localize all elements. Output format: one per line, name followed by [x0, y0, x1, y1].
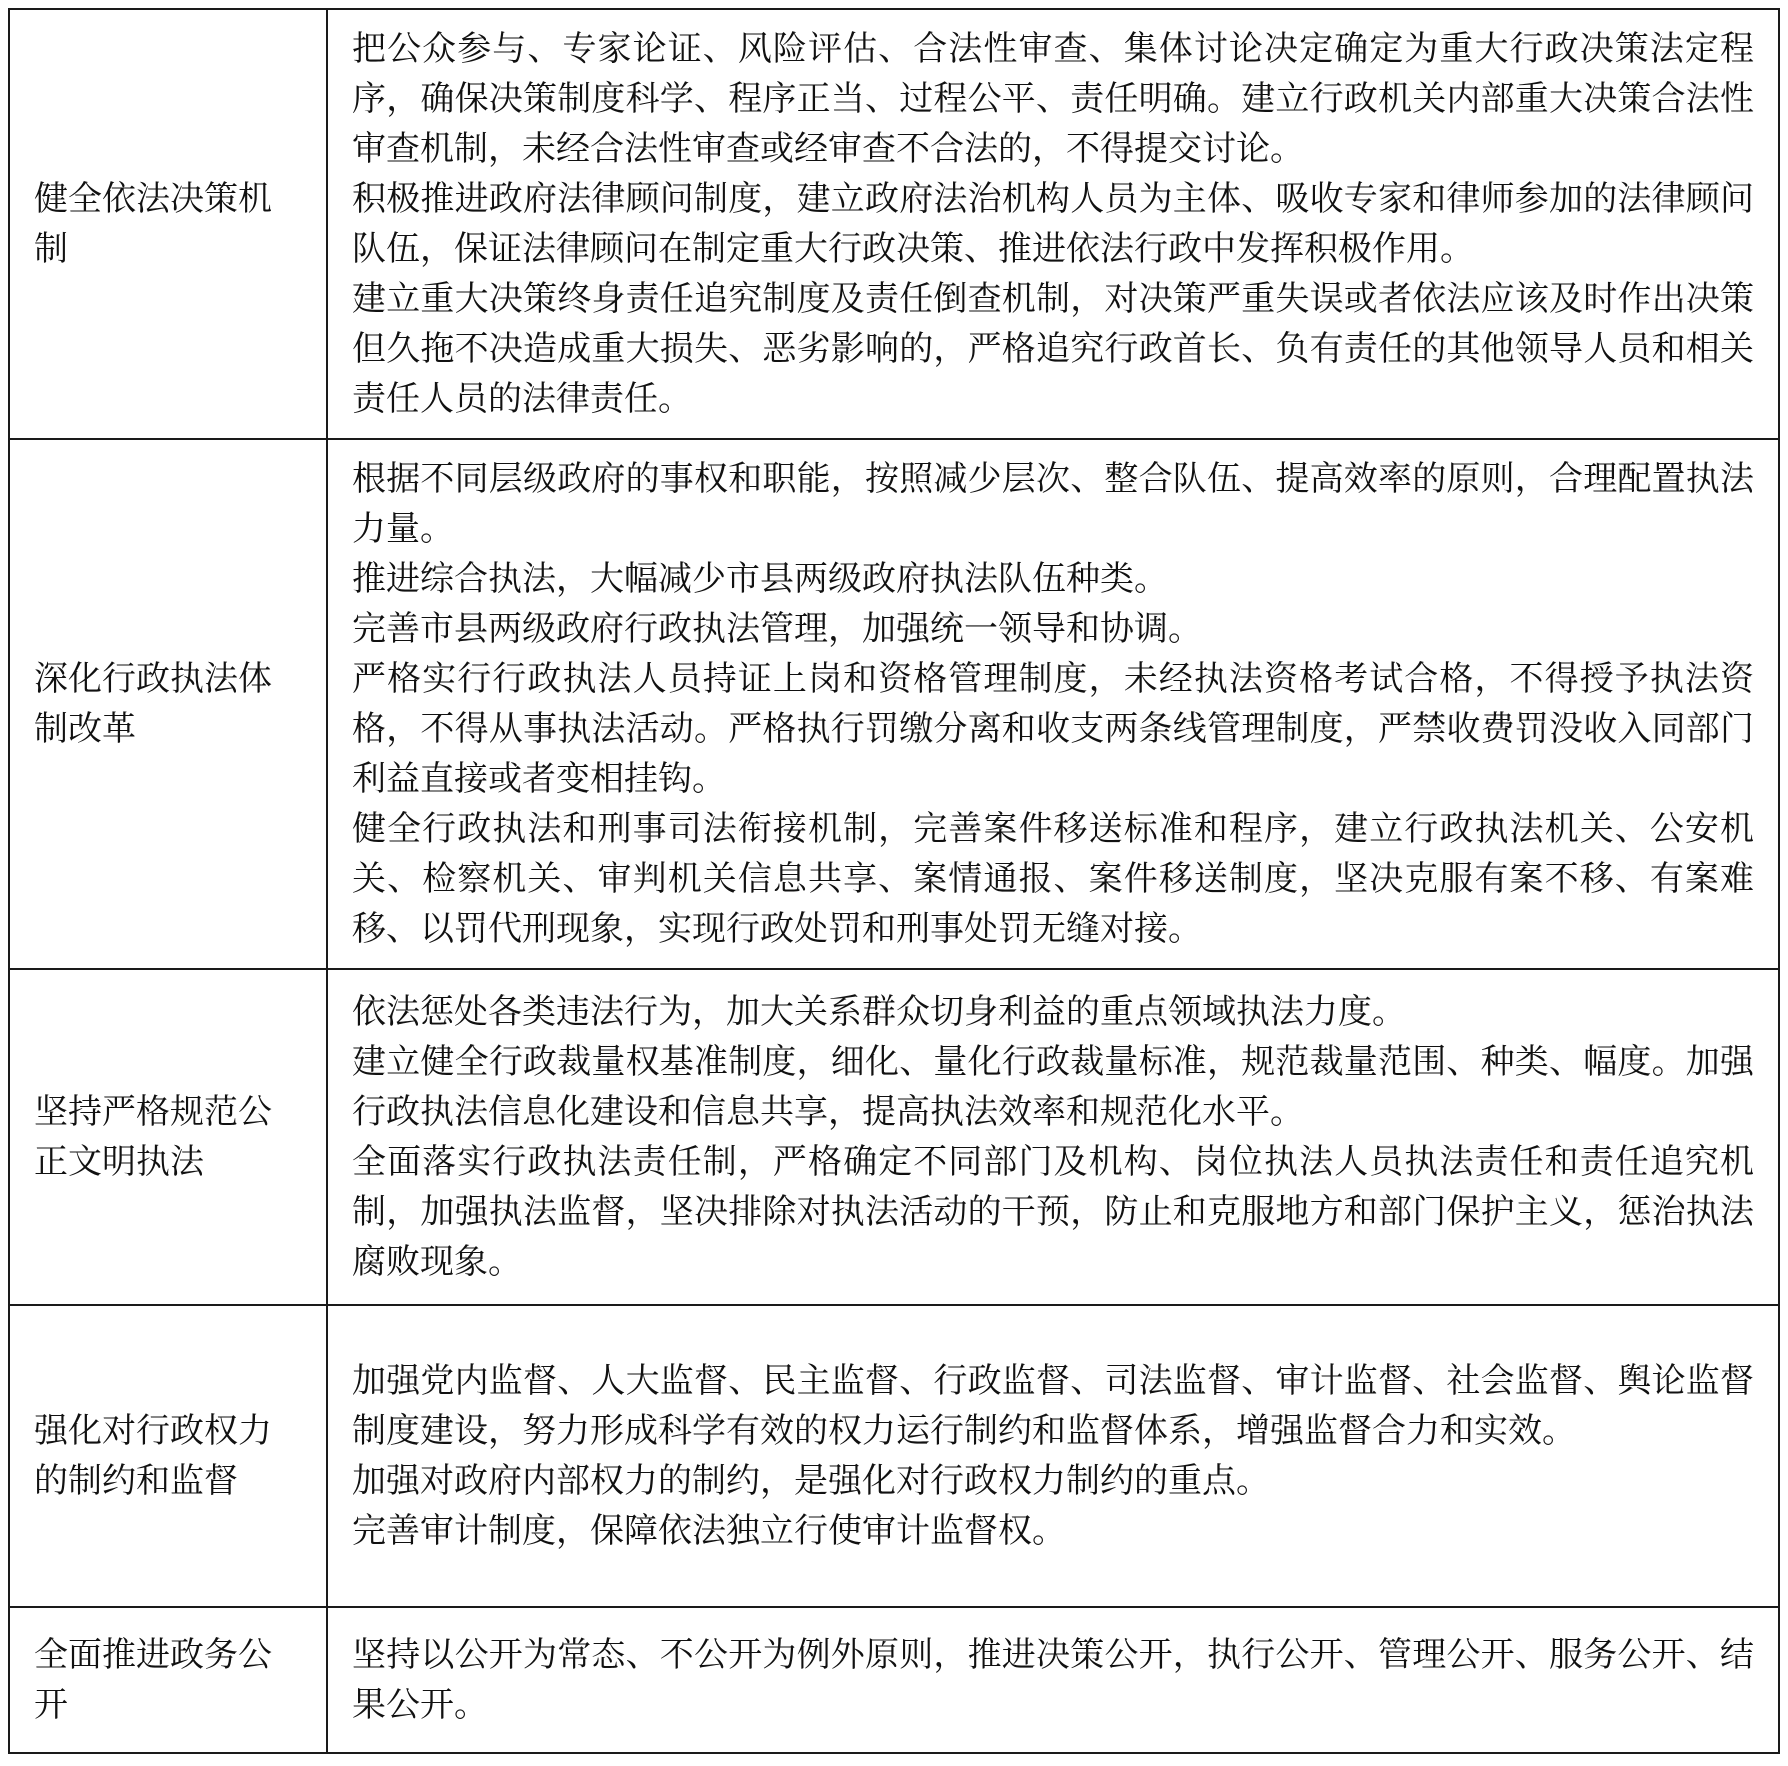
paragraph: 建立重大决策终身责任追究制度及责任倒查机制，对决策严重失误或者依法应该及时作出决策但久拖不决造成重大损失、恶劣影响的，严格追究行政首长、负有责任的其他领导人员和相关责任人员的法律责任。 — [352, 279, 1754, 419]
paragraph: 建立健全行政裁量权基准制度，细化、量化行政裁量标准，规范裁量范围、种类、幅度。加强行政执法信息化建设和信息共享，提高执法效率和规范化水平。 — [352, 1042, 1754, 1132]
row-label: 全面推进政务公开 — [34, 1635, 272, 1725]
row-content-cell — [327, 1607, 1779, 1753]
row-label-cell — [9, 1305, 327, 1607]
table-row — [9, 9, 1779, 439]
row-label-cell — [9, 439, 327, 969]
row-content-cell — [327, 9, 1779, 439]
paragraph: 完善审计制度，保障依法独立行使审计监督权。 — [352, 1511, 1066, 1551]
policy-table — [8, 8, 1780, 1754]
table-row — [9, 439, 1779, 969]
paragraph: 完善市县两级政府行政执法管理，加强统一领导和协调。 — [352, 609, 1202, 649]
row-label-cell — [9, 969, 327, 1305]
paragraph: 依法惩处各类违法行为，加大关系群众切身利益的重点领域执法力度。 — [352, 992, 1406, 1032]
row-label: 健全依法决策机制 — [34, 179, 272, 269]
paragraph: 根据不同层级政府的事权和职能，按照减少层次、整合队伍、提高效率的原则，合理配置执法力量。 — [352, 459, 1754, 549]
paragraph: 加强党内监督、人大监督、民主监督、行政监督、司法监督、审计监督、社会监督、舆论监督制度建设，努力形成科学有效的权力运行制约和监督体系，增强监督合力和实效。 — [352, 1361, 1754, 1451]
row-label: 深化行政执法体制改革 — [34, 659, 272, 749]
row-label-cell — [9, 1607, 327, 1753]
paragraph: 加强对政府内部权力的制约，是强化对行政权力制约的重点。 — [352, 1461, 1270, 1501]
table-row — [9, 1305, 1779, 1607]
paragraph: 全面落实行政执法责任制，严格确定不同部门及机构、岗位执法人员执法责任和责任追究机制，加强执法监督，坚决排除对执法活动的干预，防止和克服地方和部门保护主义，惩治执法腐败现象。 — [352, 1142, 1754, 1282]
paragraph: 推进综合执法，大幅减少市县两级政府执法队伍种类。 — [352, 559, 1168, 599]
paragraph: 严格实行行政执法人员持证上岗和资格管理制度，未经执法资格考试合格，不得授予执法资格，不得从事执法活动。严格执行罚缴分离和收支两条线管理制度，严禁收费罚没收入同部门利益直接或者变相挂钩。 — [352, 659, 1754, 799]
row-label: 坚持严格规范公正文明执法 — [34, 1092, 272, 1182]
paragraph: 健全行政执法和刑事司法衔接机制，完善案件移送标准和程序，建立行政执法机关、公安机关、检察机关、审判机关信息共享、案情通报、案件移送制度，坚决克服有案不移、有案难移、以罚代刑现象，实现行政处罚和刑事处罚无缝对接。 — [352, 809, 1754, 949]
row-label: 强化对行政权力的制约和监督 — [34, 1411, 272, 1501]
table-row — [9, 1607, 1779, 1753]
paragraph: 把公众参与、专家论证、风险评估、合法性审查、集体讨论决定确定为重大行政决策法定程序，确保决策制度科学、程序正当、过程公平、责任明确。建立行政机关内部重大决策合法性审查机制，未经合法性审查或经审查不合法的，不得提交讨论。 — [352, 29, 1754, 169]
row-label-cell — [9, 9, 327, 439]
row-content-cell — [327, 1305, 1779, 1607]
row-content-cell — [327, 439, 1779, 969]
row-content-cell — [327, 969, 1779, 1305]
table-row — [9, 969, 1779, 1305]
paragraph: 坚持以公开为常态、不公开为例外原则，推进决策公开，执行公开、管理公开、服务公开、结果公开。 — [352, 1635, 1754, 1725]
paragraph: 积极推进政府法律顾问制度，建立政府法治机构人员为主体、吸收专家和律师参加的法律顾问队伍，保证法律顾问在制定重大行政决策、推进依法行政中发挥积极作用。 — [352, 179, 1754, 269]
